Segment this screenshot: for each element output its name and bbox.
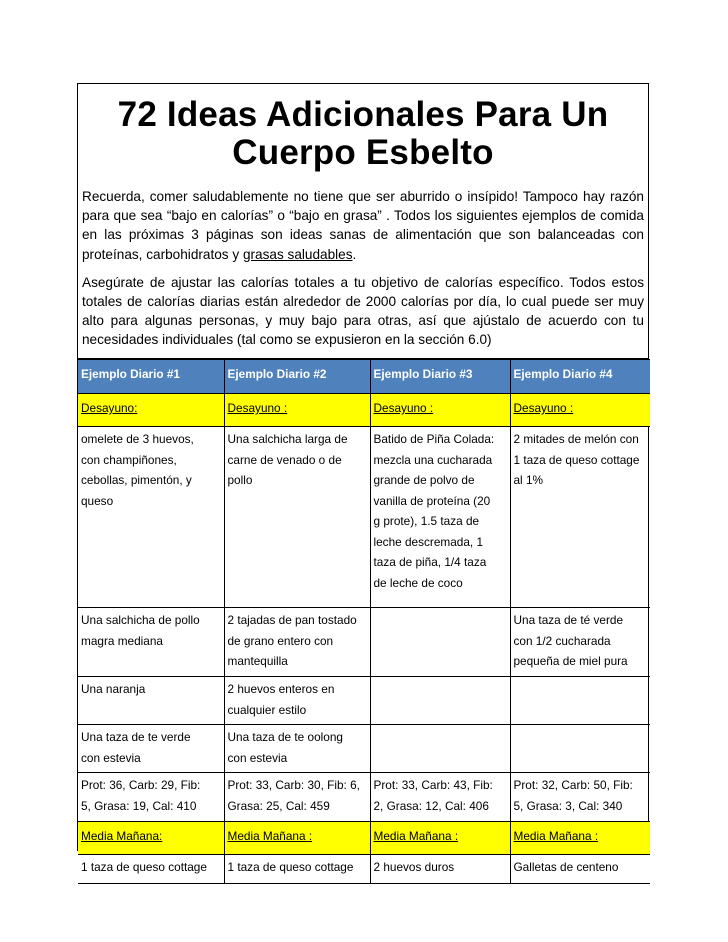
healthy-fats-link[interactable]: grasas saludables (242, 246, 353, 262)
table-cell (370, 677, 510, 725)
document-header (78, 84, 648, 359)
header-cell-day-4: Ejemplo Diario #4 (510, 360, 650, 394)
table-cell: Una salchicha larga de carne de venado o de pollo (224, 427, 370, 608)
nutrition-totals-cell: Prot: 33, Carb: 43, Fib: 2, Grasa: 12, Cal: 406 (370, 773, 510, 822)
table-cell (510, 677, 650, 725)
midmorning-label-cell (224, 822, 370, 855)
table-row (78, 677, 650, 725)
table-cell: 2 huevos duros (370, 855, 510, 884)
header-cell-day-1: Ejemplo Diario #1 (78, 360, 224, 394)
nutrition-totals-cell: Prot: 32, Carb: 50, Fib: 5, Grasa: 3, Cal: 340 (510, 773, 650, 822)
meal-plan-table (78, 359, 650, 884)
breakfast-label-cell (78, 394, 224, 427)
midmorning-label-row (78, 822, 650, 855)
breakfast-label: Desayuno : (227, 401, 288, 415)
breakfast-label-cell (510, 394, 650, 427)
header-cell-day-3: Ejemplo Diario #3 (370, 360, 510, 394)
table-cell: Una naranja (78, 677, 224, 725)
table-row (78, 725, 650, 773)
table-cell: omelete de 3 huevos, con champiñones, cebollas, pimentón, y queso (78, 427, 224, 608)
page-title: 72 Ideas Adicionales Para Un Cuerpo Esbelto (117, 95, 609, 172)
table-row (78, 855, 650, 884)
table-row (78, 427, 650, 608)
midmorning-label-cell (370, 822, 510, 855)
nutrition-totals-row (78, 773, 650, 822)
midmorning-label: Media Mañana : (227, 829, 313, 843)
document-frame (77, 83, 649, 874)
breakfast-label-cell (370, 394, 510, 427)
table-cell: 2 huevos enteros en cualquier estilo (224, 677, 370, 725)
table-cell: Una taza de té verde con 1/2 cucharada pequeña de miel pura (510, 608, 650, 677)
nutrition-totals-cell: Prot: 33, Carb: 30, Fib: 6, Grasa: 25, Cal: 459 (224, 773, 370, 822)
midmorning-label: Media Mañana: (81, 829, 163, 843)
intro-paragraph-2: Asegúrate de ajustar las calorías totales a tu objetivo de calorías específico. Todos estos totales de calorías diarias están alrededor de 2000 calorías por día, lo cual puede ser muy alto para algunas personas, y muy bajo para otras, así que ajústalo de acuerdo con tu necesidades individuales (tal como se expusieron en la sección 6.0) (82, 274, 644, 348)
nutrition-totals-cell: Prot: 36, Carb: 29, Fib: 5, Grasa: 19, Cal: 410 (78, 773, 224, 822)
table-cell (370, 608, 510, 677)
midmorning-label-cell (78, 822, 224, 855)
table-cell: 2 tajadas de pan tostado de grano entero con mantequilla (224, 608, 370, 677)
midmorning-label: Media Mañana : (513, 829, 599, 843)
table-cell: Batido de Piña Colada: mezcla una cucharada grande de polvo de vanilla de proteína (20 g prote), 1.5 taza de leche descremada, 1 taza de piña, 1/4 taza de leche de coco (370, 427, 510, 608)
breakfast-label-cell (224, 394, 370, 427)
table-cell (510, 725, 650, 773)
breakfast-label: Desayuno : (373, 401, 434, 415)
table-cell (370, 725, 510, 773)
intro-text-1: Recuerda, comer saludablemente no tiene que ser aburrido o insípido! Tampoco hay razón para que sea “bajo en calorías” o “bajo en grasa” . Todos los siguientes ejemplos de comida en las próximas 3 páginas son ideas sanas de alimentación que son balanceadas con proteínas, carbohidratos y (82, 189, 644, 262)
table-cell: 2 mitades de melón con 1 taza de queso cottage al 1% (510, 427, 650, 608)
midmorning-label: Media Mañana : (373, 829, 459, 843)
breakfast-label-row (78, 394, 650, 427)
intro-paragraph-1 (82, 187, 644, 264)
breakfast-label: Desayuno: (81, 401, 138, 415)
table-row (78, 608, 650, 677)
table-cell: 1 taza de queso cottage (78, 855, 224, 884)
table-cell: Una salchicha de pollo magra mediana (78, 608, 224, 677)
table-cell: Una taza de te oolong con estevia (224, 725, 370, 773)
intro-text-1-end: . (352, 246, 357, 262)
breakfast-label: Desayuno : (513, 401, 574, 415)
table-header-row (78, 360, 650, 394)
table-cell: Galletas de centeno (510, 855, 650, 884)
header-cell-day-2: Ejemplo Diario #2 (224, 360, 370, 394)
table-cell: 1 taza de queso cottage (224, 855, 370, 884)
table-cell: Una taza de te verde con estevia (78, 725, 224, 773)
midmorning-label-cell (510, 822, 650, 855)
